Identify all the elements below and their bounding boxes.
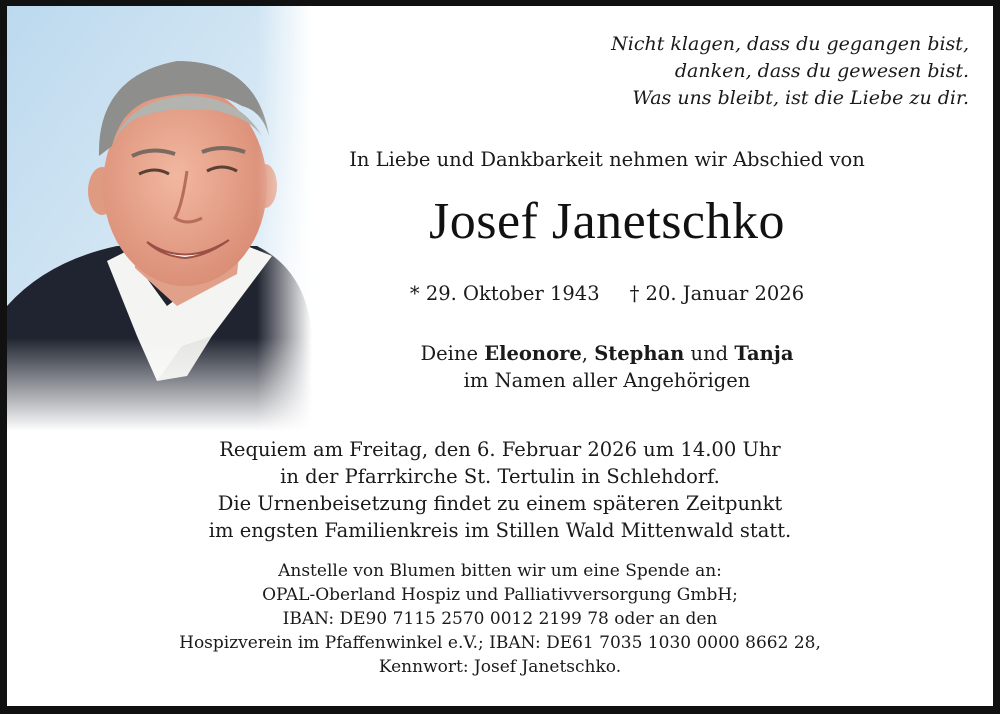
- poem-line: danken, dass du gewesen bist.: [674, 60, 969, 82]
- requiem-line: Requiem am Freitag, den 6. Februar 2026 um 14.00 Uhr: [219, 438, 781, 461]
- donation-info: [7, 559, 993, 679]
- poem-line: Nicht klagen, dass du gegangen bist,: [611, 33, 969, 55]
- intro-text: In Liebe und Dankbarkeit nehmen wir Abschied von: [349, 148, 865, 171]
- family-members: Deine Eleonore, Stephan und Tanja: [420, 342, 794, 365]
- family-member: Stephan: [594, 342, 685, 365]
- poem-line: Was uns bleibt, ist die Liebe zu dir.: [632, 87, 969, 109]
- requiem-line: Die Urnenbeisetzung findet zu einem späteren Zeitpunkt: [217, 492, 783, 515]
- deceased-name: Josef Janetschko: [428, 193, 786, 250]
- donation-line: Hospizverein im Pfaffenwinkel e.V.; IBAN: DE61 7035 1030 0000 8662 28,: [179, 633, 821, 653]
- death-date: † 20. Januar 2026: [629, 282, 805, 305]
- requiem-info: [7, 436, 993, 544]
- family-member: Tanja: [734, 342, 794, 365]
- family-line-2: im Namen aller Angehörigen: [463, 369, 751, 392]
- family-signature: [307, 340, 907, 394]
- donation-line: Kennwort: Josef Janetschko.: [378, 657, 622, 677]
- birth-date: * 29. Oktober 1943: [409, 282, 600, 305]
- poem: [549, 31, 969, 112]
- donation-line: OPAL-Oberland Hospiz und Palliativversorgung GmbH;: [262, 585, 738, 605]
- life-dates: [307, 282, 907, 305]
- family-member: Eleonore: [484, 342, 582, 365]
- portrait-photo: [7, 6, 312, 431]
- donation-line: IBAN: DE90 7115 2570 0012 2199 78 oder an den: [282, 609, 718, 629]
- requiem-line: im engsten Familienkreis im Stillen Wald Mittenwald statt.: [208, 519, 792, 542]
- donation-line: Anstelle von Blumen bitten wir um eine Spende an:: [278, 561, 722, 581]
- requiem-line: in der Pfarrkirche St. Tertulin in Schlehdorf.: [280, 465, 720, 488]
